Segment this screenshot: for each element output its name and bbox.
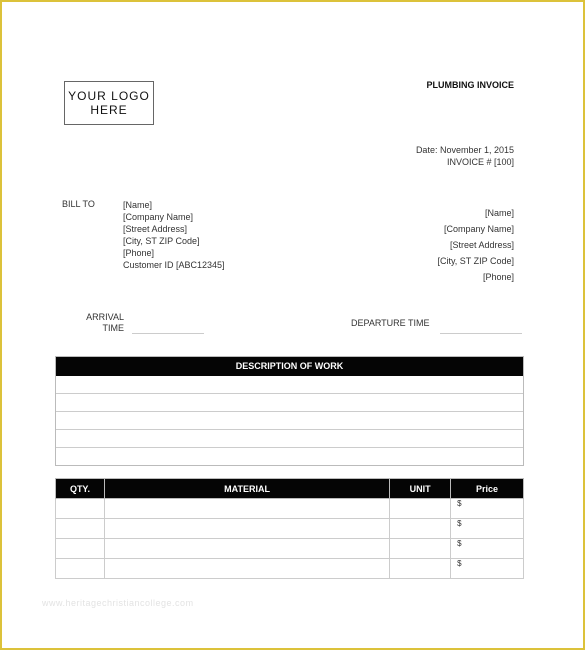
work-row[interactable] xyxy=(56,448,523,465)
material-cell[interactable] xyxy=(104,539,389,559)
invoice-date: Date: November 1, 2015 xyxy=(415,145,514,155)
company-company-name: [Company Name] xyxy=(443,224,514,234)
logo-line-1: YOUR LOGO xyxy=(68,89,150,103)
bill-to-street: [Street Address] xyxy=(123,224,188,234)
unit-cell[interactable] xyxy=(390,559,451,579)
logo-placeholder xyxy=(64,81,154,125)
bill-to-customer-id: Customer ID [ABC12345] xyxy=(123,260,225,270)
company-street: [Street Address] xyxy=(449,240,514,250)
work-row[interactable] xyxy=(56,430,523,448)
bill-to-phone: [Phone] xyxy=(123,248,155,258)
invoice-title: PLUMBING INVOICE xyxy=(426,80,514,90)
description-of-work-table xyxy=(55,356,524,466)
materials-header-row xyxy=(56,479,524,499)
qty-cell[interactable] xyxy=(56,559,105,579)
arrival-label-line-1: ARRIVAL xyxy=(86,312,124,322)
table-row xyxy=(56,519,524,539)
watermark: www.heritagechristiancollege.com xyxy=(42,598,194,608)
bill-to-label: BILL TO xyxy=(62,199,95,209)
materials-table xyxy=(55,478,524,579)
material-cell[interactable] xyxy=(104,519,389,539)
invoice-number: INVOICE # [100] xyxy=(446,157,514,167)
departure-time-label: DEPARTURE TIME xyxy=(351,318,430,328)
material-cell[interactable] xyxy=(104,499,389,519)
company-city: [City, ST ZIP Code] xyxy=(437,256,514,266)
qty-cell[interactable] xyxy=(56,519,105,539)
qty-column-header: QTY. xyxy=(56,479,105,499)
price-cell[interactable]: $ xyxy=(451,559,524,579)
unit-cell[interactable] xyxy=(390,539,451,559)
price-column-header: Price xyxy=(451,479,524,499)
unit-cell[interactable] xyxy=(390,519,451,539)
work-row[interactable] xyxy=(56,376,523,394)
bill-to-city: [City, ST ZIP Code] xyxy=(123,236,200,246)
arrival-time-label xyxy=(62,312,124,334)
price-cell[interactable]: $ xyxy=(451,539,524,559)
price-cell[interactable]: $ xyxy=(451,499,524,519)
company-phone: [Phone] xyxy=(482,272,514,282)
table-row xyxy=(56,559,524,579)
bill-to-company: [Company Name] xyxy=(123,212,194,222)
price-cell[interactable]: $ xyxy=(451,519,524,539)
date-block xyxy=(416,144,514,168)
qty-cell[interactable] xyxy=(56,539,105,559)
bill-to-details xyxy=(123,199,225,271)
unit-cell[interactable] xyxy=(390,499,451,519)
bill-to-name: [Name] xyxy=(123,200,153,210)
table-row xyxy=(56,539,524,559)
work-table-header: DESCRIPTION OF WORK xyxy=(56,357,523,376)
qty-cell[interactable] xyxy=(56,499,105,519)
logo-line-2: HERE xyxy=(90,103,128,117)
unit-column-header: UNIT xyxy=(390,479,451,499)
company-details xyxy=(437,205,514,285)
departure-time-field[interactable] xyxy=(440,333,522,334)
material-cell[interactable] xyxy=(104,559,389,579)
company-name: [Name] xyxy=(484,208,514,218)
arrival-time-field[interactable] xyxy=(132,333,204,334)
table-row xyxy=(56,499,524,519)
work-row[interactable] xyxy=(56,412,523,430)
arrival-label-line-2: TIME xyxy=(102,323,124,333)
material-column-header: MATERIAL xyxy=(104,479,389,499)
work-row[interactable] xyxy=(56,394,523,412)
